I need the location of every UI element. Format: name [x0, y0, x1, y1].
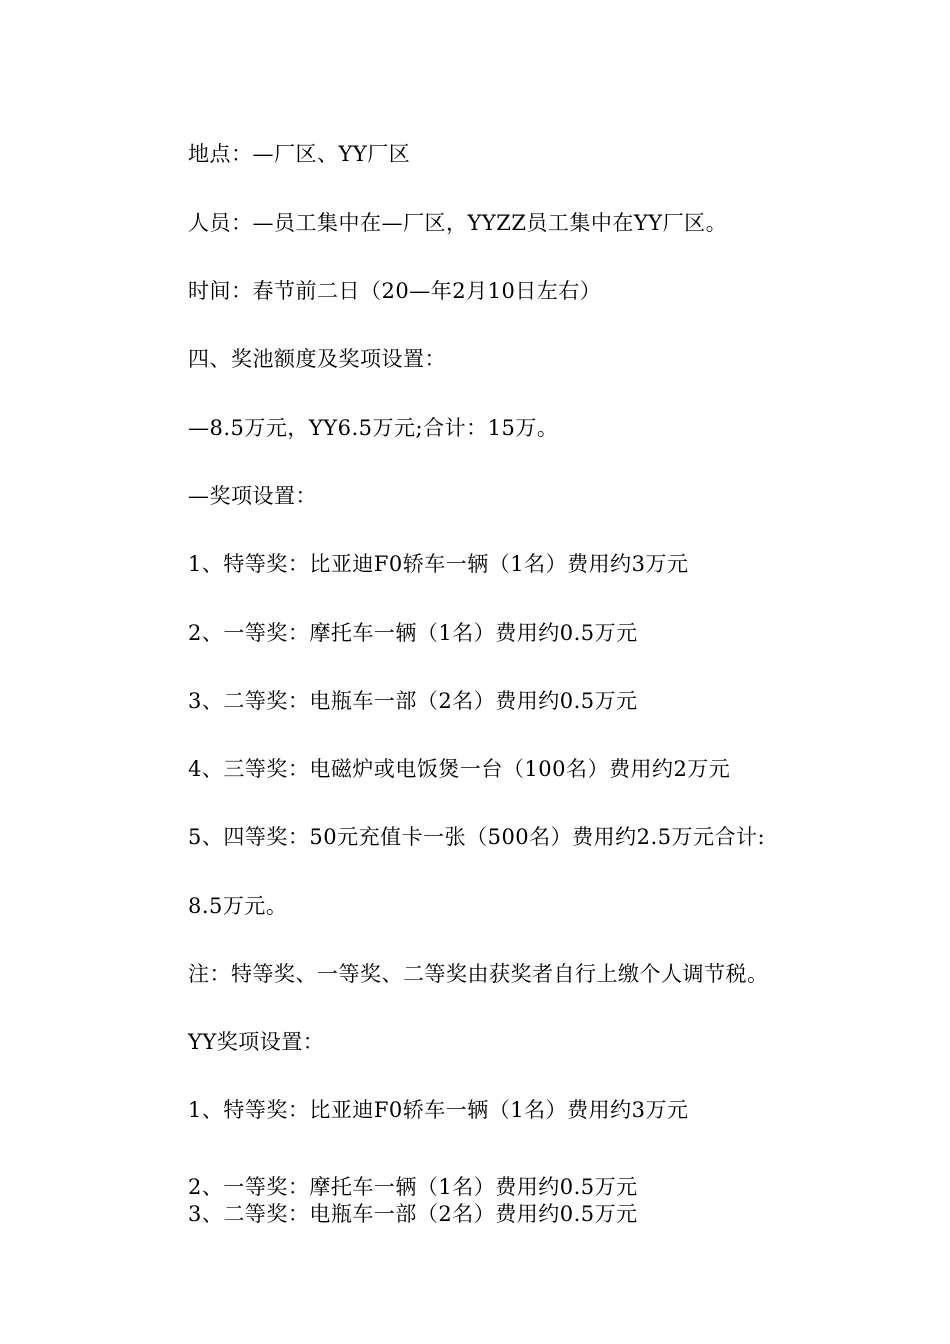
prize-item: 5、四等奖：50元充值卡一张（500名）费用约2.5万元合计:	[188, 825, 766, 849]
prize-item: 2、一等奖：摩托车一辆（1名）费用约0.5万元	[188, 621, 638, 645]
section-heading: 四、奖池额度及奖项设置：	[188, 347, 446, 371]
prize-pool-line: —8.5万元，YY6.5万元;合计：15万。	[188, 416, 559, 440]
subsection-heading-2: YY奖项设置：	[188, 1030, 325, 1054]
location-line: 地点：—厂区、YY厂区	[188, 142, 411, 166]
prize-item: 1、特等奖：比亚迪F0轿车一辆（1名）费用约3万元	[188, 552, 689, 576]
personnel-line: 人员：—员工集中在—厂区，YYZZ员工集中在YY厂区。	[188, 211, 728, 235]
prize-item: 3、二等奖：电瓶车一部（2名）费用约0.5万元	[188, 689, 638, 713]
prize-item: 4、三等奖：电磁炉或电饭煲一台（100名）费用约2万元	[188, 757, 731, 781]
prize-item: 2、一等奖：摩托车一辆（1名）费用约0.5万元	[188, 1175, 638, 1199]
prize-item: 3、二等奖：电瓶车一部（2名）费用约0.5万元	[188, 1202, 638, 1226]
subsection-heading-1: —奖项设置：	[188, 484, 317, 508]
total-line: 8.5万元。	[188, 894, 288, 918]
prize-item: 1、特等奖：比亚迪F0轿车一辆（1名）费用约3万元	[188, 1098, 689, 1122]
time-line: 时间：春节前二日（20—年2月10日左右）	[188, 279, 602, 303]
note-line: 注：特等奖、一等奖、二等奖由获奖者自行上缴个人调节税。	[188, 962, 769, 986]
